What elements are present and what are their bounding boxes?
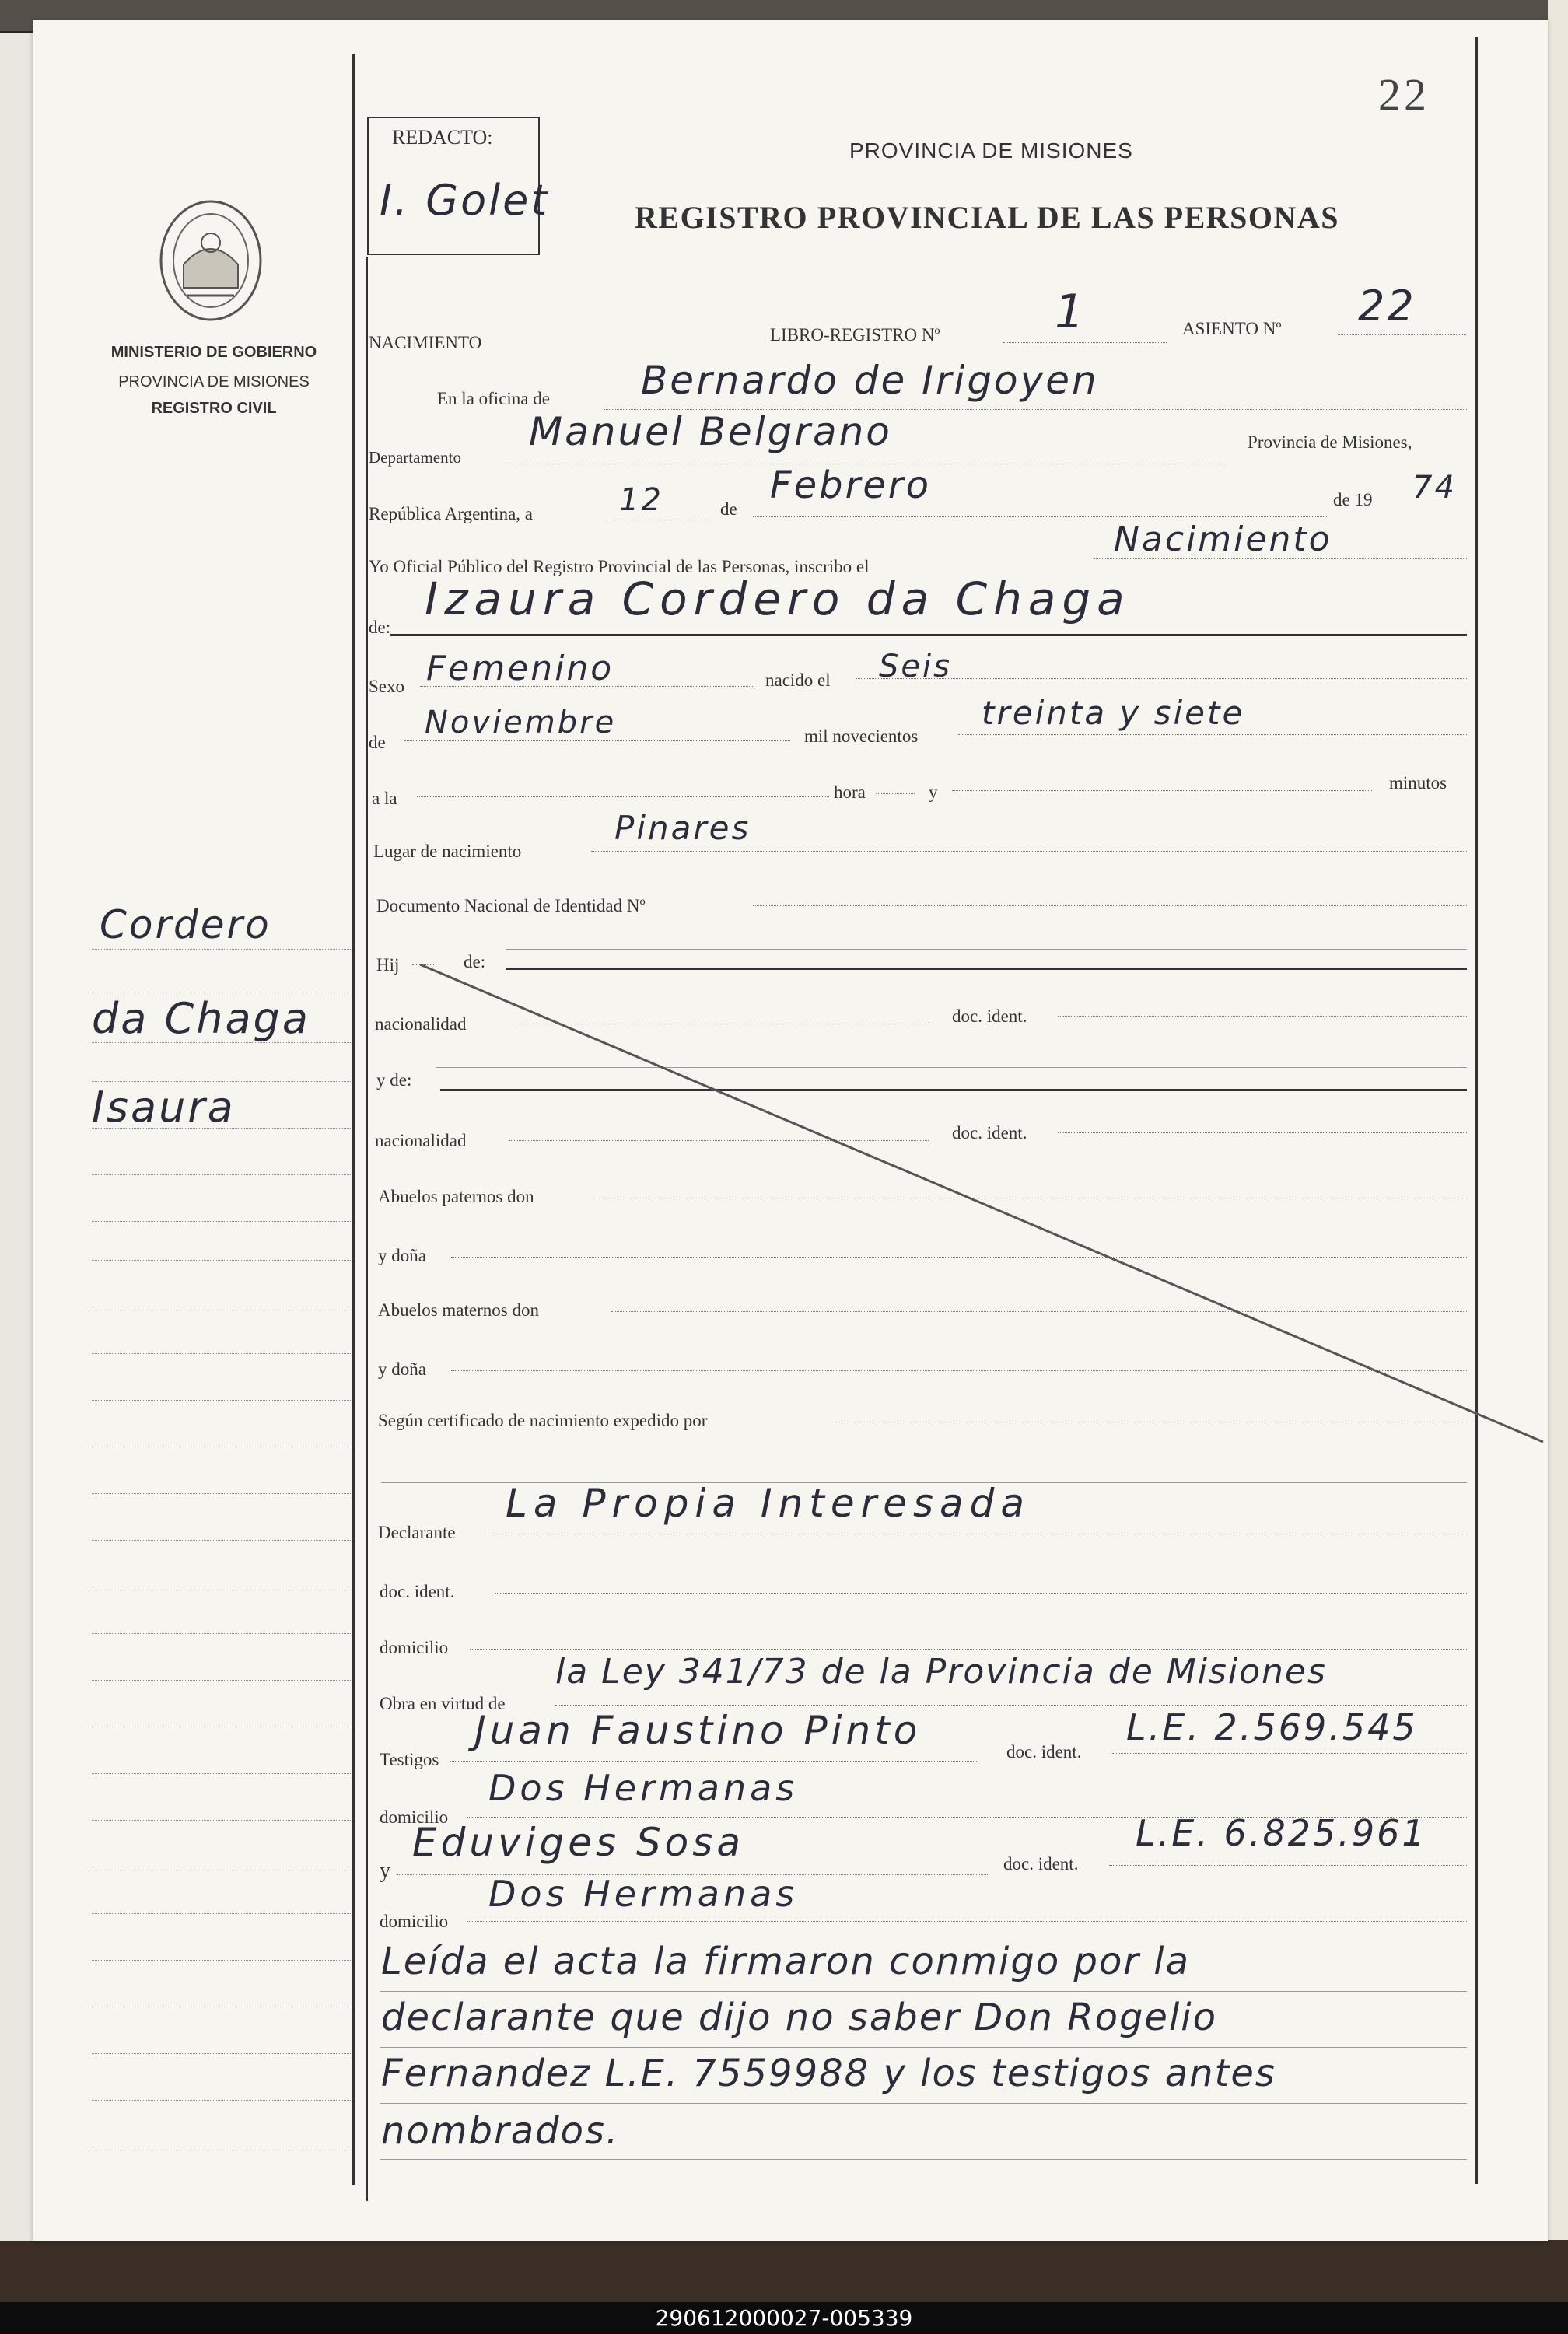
closing-text-line-3: Fernandez L.E. 7559988 y los testigos antes [381,2052,1276,2095]
stamp-label: REDACTO: [392,126,493,149]
closing-text-line-2: declarante que dijo no saber Don Rogelio [381,1996,1217,2039]
minutos-label: minutos [1389,773,1447,793]
testigo-2-doc-value: L.E. 6.825.961 [1136,1812,1427,1854]
testigo-1-doc-label: doc. ident. [1006,1742,1082,1762]
closing-text-line-1: Leída el acta la firmaron conmigo por la [381,1940,1191,1983]
inner-frame-line [366,257,368,2201]
sexo-label: Sexo [369,677,404,696]
lugar-label: Lugar de nacimiento [373,842,522,861]
testigo-1-name: Juan Faustino Pinto [474,1708,922,1753]
republica-label: República Argentina, a [369,504,533,523]
dia-value: 12 [619,482,663,518]
doc-ident-2-label: doc. ident. [952,1123,1027,1143]
testigos-label: Testigos [380,1750,439,1769]
obra-label: Obra en virtud de [380,1694,506,1713]
declarante-label: Declarante [378,1523,456,1542]
mes-nac-value: Noviembre [425,705,617,740]
declarante-domicilio-label: domicilio [380,1638,449,1657]
ministry-line-3: REGISTRO CIVIL [151,400,277,417]
obra-value: la Ley 341/73 de la Provincia de Misiones [555,1652,1327,1692]
hij-de-label: de: [464,952,486,971]
fecha-de-label: de [720,499,737,519]
nacimiento-label: NACIMIENTO [369,333,482,352]
background-bottom [0,2240,1568,2302]
provincia-label: Provincia de Misiones, [1248,432,1412,452]
paternos-dona-label: y doña [378,1246,426,1265]
testigo-1-doc-value: L.E. 2.569.545 [1126,1706,1418,1748]
image-id-footer: 290612000027-005339 [0,2302,1568,2334]
redacto-stamp [367,117,550,255]
declarante-value: La Propia Interesada [506,1481,1031,1526]
asiento-value: 22 [1358,282,1416,331]
y-de-label: y de: [376,1070,412,1090]
ministry-line-2: PROVINCIA DE MISIONES [118,373,310,390]
maternos-dona-label: y doña [378,1359,426,1379]
hora-label: hora [834,782,866,802]
anio-nac-value: treinta y siete [982,694,1245,732]
anio-value: 74 [1412,470,1457,506]
testigo-1-domicilio-value: Dos Hermanas [488,1767,799,1809]
nacido-label: nacido el [765,670,831,690]
oficina-label: En la oficina de [437,389,550,408]
oficina-value: Bernardo de Irigoyen [641,358,1099,403]
abuelos-maternos-label: Abuelos maternos don [378,1300,539,1320]
departamento-value: Manuel Belgrano [529,409,892,454]
libro-registro-value: 1 [1055,285,1087,339]
documento-label: Documento Nacional de Identidad Nº [376,896,646,915]
nacido-value: Seis [879,649,952,684]
libro-registro-label: LIBRO-REGISTRO Nº [770,325,940,345]
cross-out-line [420,964,1556,1447]
declarante-doc-ident-label: doc. ident. [380,1582,455,1601]
ministry-line-1: MINISTERIO DE GOBIERNO [110,344,317,361]
stamp-signature: I. Golet [380,176,550,225]
anio-label: de 19 [1333,490,1373,509]
left-frame-line [352,54,355,2185]
testigo-2-name: Eduviges Sosa [412,1820,744,1865]
oficial-label: Yo Oficial Público del Registro Provincial de las Personas, inscribo el [369,557,870,576]
registry-heading: REGISTRO PROVINCIAL DE LAS PERSONAS [635,200,1340,235]
nombre-de-label: de: [369,618,391,637]
margin-note-line-1: Cordero [100,902,271,947]
closing-text-line-4: nombrados. [381,2109,620,2153]
nombre-value: Izaura Cordero da Chaga [425,572,1131,625]
abuelos-paternos-label: Abuelos paternos don [378,1187,534,1206]
province-seal-icon [152,194,269,327]
departamento-label: Departamento [369,448,461,467]
testigo-2-y-label: y [380,1859,390,1883]
province-heading: PROVINCIA DE MISIONES [849,138,1133,163]
nacionalidad-1-label: nacionalidad [375,1014,467,1034]
segun-certificado-label: Según certificado de nacimiento expedido por [378,1411,708,1430]
mes-nac-de-label: de [369,733,386,752]
mil-novecientos-label: mil novecientos [804,726,919,746]
sexo-value: Femenino [426,649,614,688]
lugar-value: Pinares [614,809,751,847]
testigo-2-domicilio-value: Dos Hermanas [488,1873,799,1915]
nacionalidad-2-label: nacionalidad [375,1131,467,1150]
oficial-value: Nacimiento [1114,520,1332,559]
hora-y-label: y [929,782,938,802]
hij-label: Hij [376,955,400,975]
margin-note-line-3: Isaura [92,1083,236,1132]
doc-ident-1-label: doc. ident. [952,1006,1027,1026]
testigo-1-domicilio-label: domicilio [380,1807,449,1827]
asiento-label: ASIENTO Nº [1182,319,1282,338]
a-la-label: a la [372,789,397,808]
testigo-2-domicilio-label: domicilio [380,1912,449,1931]
testigo-2-doc-label: doc. ident. [1003,1854,1079,1874]
page-number: 22 [1378,69,1430,120]
margin-note-line-2: da Chaga [92,994,310,1043]
mes-value: Febrero [770,464,931,507]
